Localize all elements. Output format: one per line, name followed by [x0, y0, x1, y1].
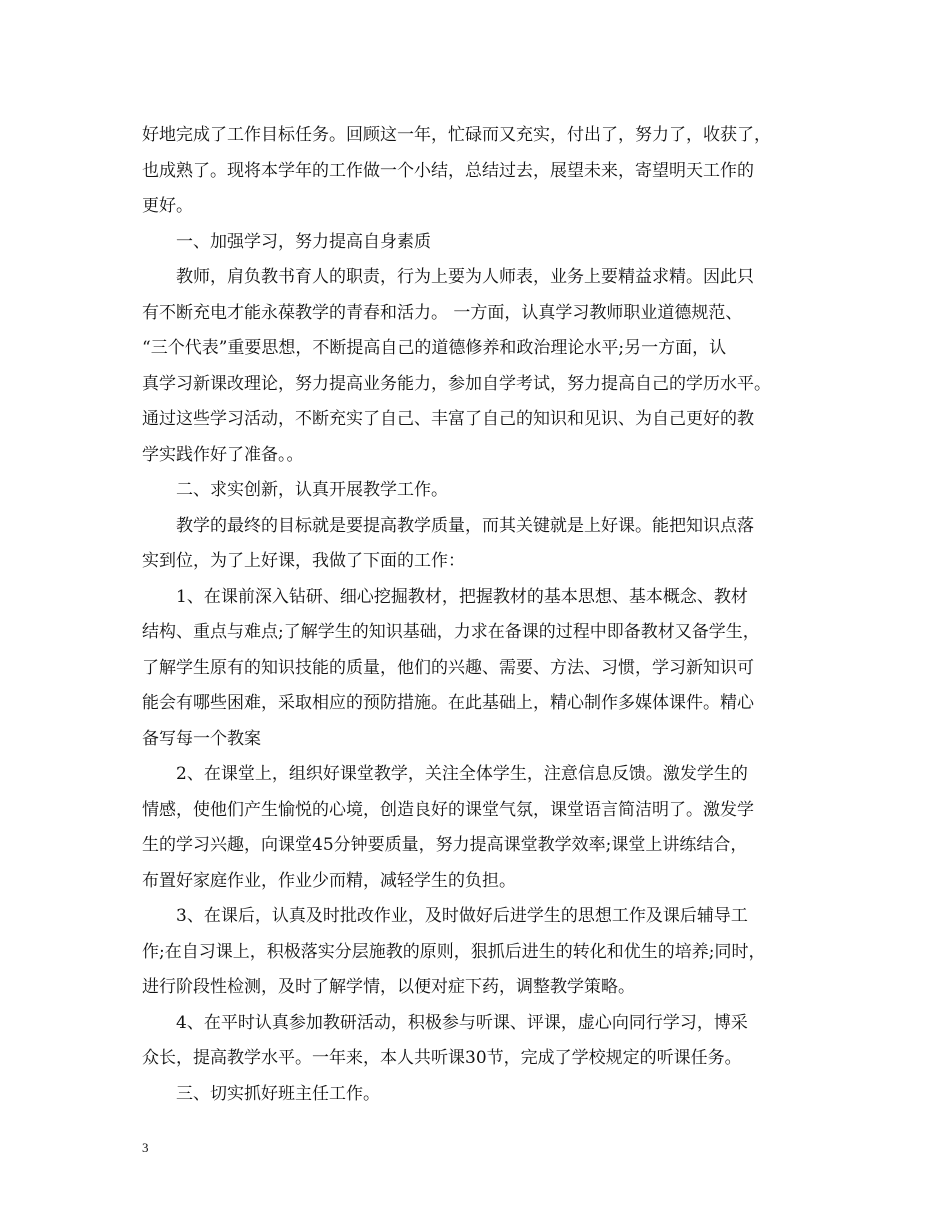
text-line: 有不断充电才能永葆教学的青春和活力。 一方面，认真学习教师职业道德规范、 [142, 302, 743, 323]
text-line: 一、加强学习，努力提高自身素质 [176, 231, 431, 252]
text-line: 1、在课前深入钻研、细心挖掘教材，把握教材的基本思想、基本概念、教材 [176, 586, 748, 607]
text-line: 2、在课堂上，组织好课堂教学，关注全体学生，注意信息反馈。激发学生的 [176, 764, 748, 784]
text-line: 三、切实抓好班主任工作。 [176, 1083, 380, 1104]
text-line: 学实践作好了准备。。 [142, 444, 304, 465]
page-number: 3 [142, 1140, 149, 1155]
text-line: 作;在自习课上，积极落实分层施教的原则，狠抓后进生的转化和优生的培养;同时， [142, 941, 766, 962]
text-line: 4、在平时认真参加教研活动，积极参与听课、评课，虚心向同行学习，博采 [176, 1012, 748, 1033]
text-line: 能会有哪些困难，采取相应的预防措施。在此基础上，精心制作多媒体课件。精心 [142, 693, 754, 713]
text-line: 更好。 [142, 196, 193, 216]
text-line: 通过这些学习活动，不断充实了自己、丰富了自己的知识和见识、为自己更好的教 [142, 409, 754, 429]
text-line: 3、在课后，认真及时批改作业，及时做好后进学生的思想工作及课后辅导工 [176, 906, 748, 926]
text-line: 进行阶段性检测，及时了解学情，以便对症下药，调整教学策略。 [142, 977, 635, 997]
text-line: 众长，提高教学水平。一年来，本人共听课30节，完成了学校规定的听课任务。 [142, 1048, 742, 1068]
text-line: 教学的最终的目标就是要提高教学质量，而其关键就是上好课。能把知识点落 [176, 515, 754, 536]
text-line: 生的学习兴趣，向课堂45分钟要质量，努力提高课堂教学效率;课堂上讲练结合， [142, 835, 748, 855]
text-line: 好地完成了工作目标任务。回顾这一年，忙碌而又充实，付出了，努力了，收获了， [142, 125, 771, 145]
text-line: 结构、重点与难点;了解学生的知识基础，力求在备课的过程中即备教材又备学生， [142, 622, 760, 642]
text-line: 实到位，为了上好课，我做了下面的工作： [142, 551, 465, 571]
text-line: 备写每一个教案 [142, 728, 261, 749]
text-line: 布置好家庭作业，作业少而精，减轻学生的负担。 [142, 870, 516, 891]
text-line: 真学习新课改理论，努力提高业务能力，参加自学考试，努力提高自己的学历水平。 [142, 373, 771, 394]
text-line: 二、求实创新，认真开展教学工作。 [176, 480, 448, 500]
text-line: 教师，肩负教书育人的职责，行为上要为人师表，业务上要精益求精。因此只 [176, 267, 754, 287]
text-line: 情感，使他们产生愉悦的心境，创造良好的课堂气氛，课堂语言简洁明了。激发学 [142, 799, 754, 820]
text-line: 了解学生原有的知识技能的质量，他们的兴趣、需要、方法、习惯，学习新知识可 [142, 657, 754, 678]
document-body [142, 118, 834, 1112]
text-line: “三个代表”重要思想，不断提高自己的道德修养和政治理论水平;另一方面，认 [142, 338, 727, 358]
text-line: 也成熟了。现将本学年的工作做一个小结，总结过去，展望未来，寄望明天工作的 [142, 160, 754, 181]
